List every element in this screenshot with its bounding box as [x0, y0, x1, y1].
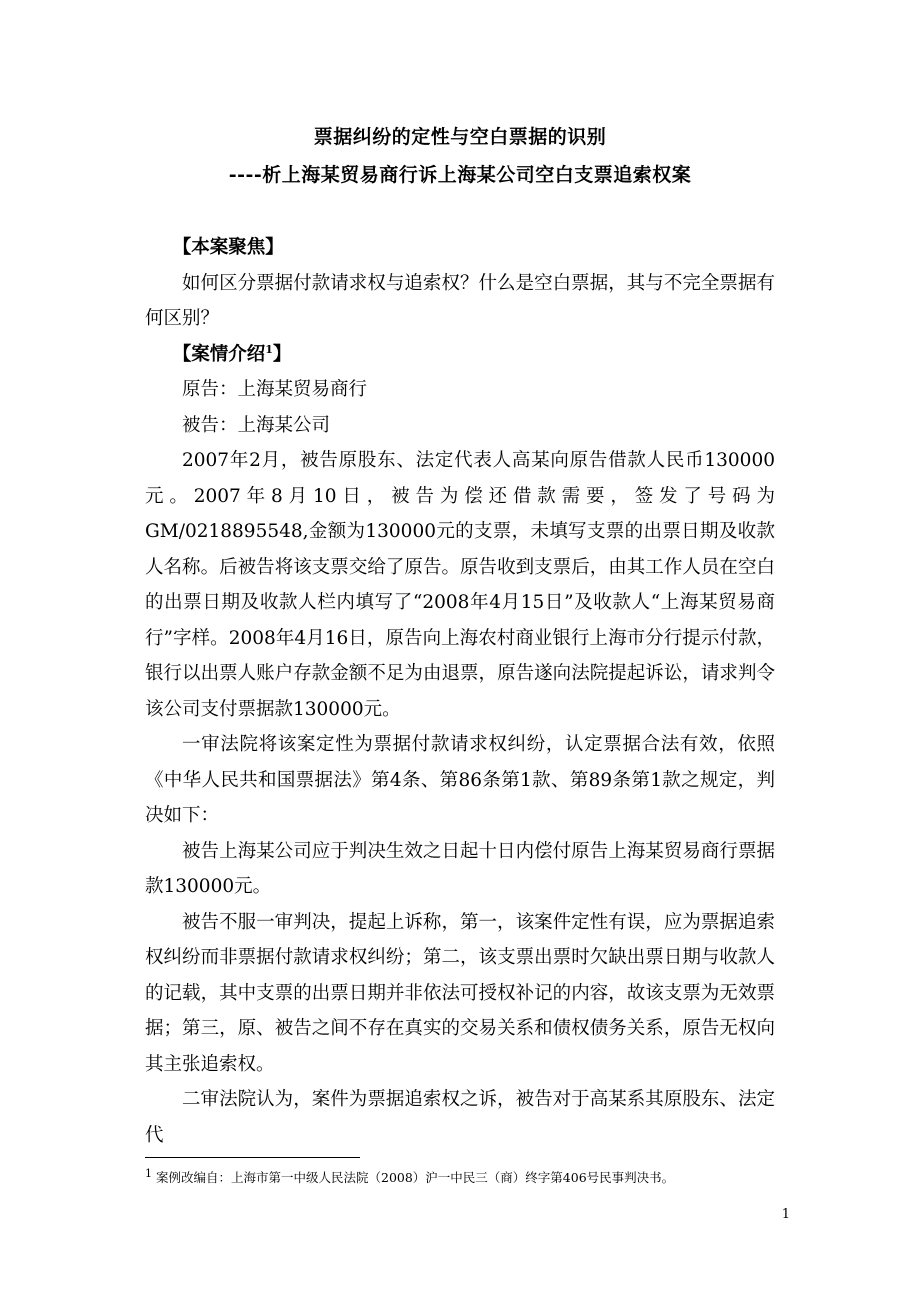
second-instance-paragraph: 二审法院认为，案件为票据追索权之诉，被告对于高某系其原股东、法定代: [145, 1089, 775, 1146]
footnote-text: 案例改编自：上海市第一中级人民法院（2008）沪一中民三（商）终字第406号民事判决书。: [155, 1170, 675, 1185]
page-number: 1: [781, 1207, 790, 1222]
case-heading-text: 【案情介绍: [172, 343, 266, 365]
footnote-ref: 1: [265, 342, 273, 356]
footnote-marker: 1: [145, 1166, 152, 1180]
case-heading-close: 】: [272, 343, 292, 365]
document-title: 票据纠纷的定性与空白票据的识别: [313, 126, 607, 148]
focus-paragraph: 如何区分票据付款请求权与追索权？什么是空白票据，其与不完全票据有何区别？: [145, 272, 775, 329]
plaintiff-line: 原告：上海某贸易商行: [182, 379, 368, 400]
document-subtitle: ----析上海某贸易商行诉上海某公司空白支票追索权案: [228, 164, 692, 186]
judgment-paragraph: 被告上海某公司应于判决生效之日起十日内偿付原告上海某贸易商行票据款130000元。: [145, 840, 775, 897]
focus-heading: 【本案聚焦】: [172, 237, 284, 258]
case-facts-paragraph: 2007年2月，被告原股东、法定代表人高某向原告借款人民币130000元。2007年8月10日，被告为偿还借款需要，签发了号码为GM/0218895548,金额为130000元的支票，未填写支票的出票日期及收款人名称。后被告将该支票交给了原告。原告收到支票后，由其工作人员在空白的出票日期及收款人栏内填写了“2008年4月15日”及收款人“上海某贸易商行”字样。2008年4月16日，原告向上海农村商业银行上海市分行提示付款，银行以出票人账户存款金额不足为由退票，原告遂向法院提起诉讼，请求判令该公司支付票据款130000元。: [145, 450, 775, 720]
appeal-paragraph: 被告不服一审判决，提起上诉称，第一，该案件定性有误，应为票据追索权纠纷而非票据付款请求权纠纷；第二，该支票出票时欠缺出票日期与收款人的记载，其中支票的出票日期并非依法可授权补记的内容，故该支票为无效票据；第三，原、被告之间不存在真实的交易关系和债权债务关系，原告无权向其主张追索权。: [145, 911, 775, 1075]
defendant-line: 被告：上海某公司: [182, 414, 331, 436]
document-body: [145, 230, 775, 1153]
footnote-separator: [145, 1157, 360, 1158]
footnote: [145, 1166, 785, 1187]
first-instance-paragraph: 一审法院将该案定性为票据付款请求权纠纷，认定票据合法有效，依照《中华人民共和国票据法》第4条、第86条第1款、第89条第1款之规定，判决如下：: [145, 734, 775, 826]
case-heading: [145, 337, 775, 373]
